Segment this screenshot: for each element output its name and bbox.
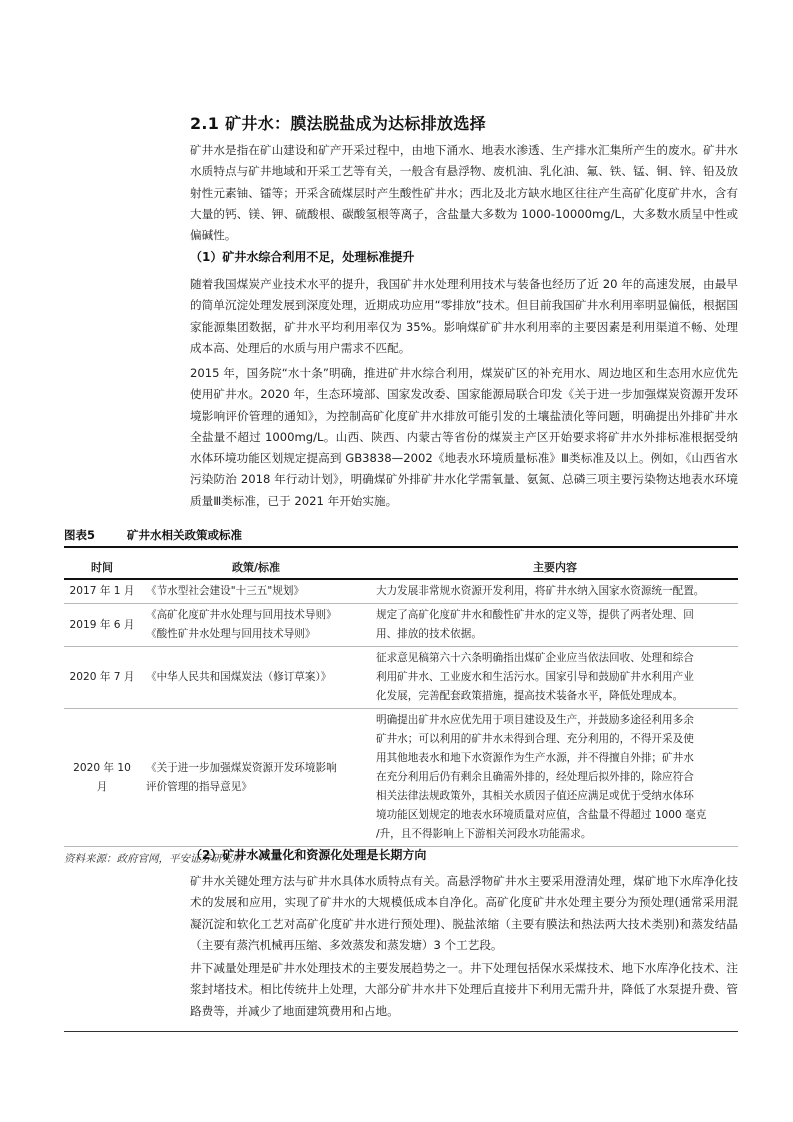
row-content bbox=[372, 579, 738, 604]
policy-line: 《酸性矿井水处理与回用技术导则》 bbox=[146, 628, 316, 640]
policy-line: 评价管理的指导意见》 bbox=[146, 780, 252, 793]
subsection-2-heading: （2）矿井水减量化和资源化处理是长期方向 bbox=[190, 848, 427, 862]
figure-label: 图表5 bbox=[64, 528, 96, 542]
row-policy bbox=[140, 647, 372, 709]
subsection-1-paragraph-1: 随着我国煤炭产业技术水平的提升，我国矿井水处理利用技术与装备也经历了近 20 年的高速发展，由最早的简单沉淀处理发展到深度处理，近期成功应用“零排放”技术。但目前我国矿井水利用率明显偏低，根据国家能源集团数据，矿井水平均利用率仅为 35%。影响煤矿矿井水利用率的主要因素是利用渠道不畅、处理成本高、处理后的水质与用户需求不匹配。 bbox=[190, 277, 738, 355]
policy-table bbox=[64, 556, 738, 847]
row-policy bbox=[140, 604, 372, 647]
figure-top-rule bbox=[64, 546, 738, 548]
table-row bbox=[64, 647, 738, 709]
content-line: 矿井水；可以利用的矿井水未得到合理、充分利用的，不得开采及使 bbox=[376, 733, 694, 745]
policy-line: 《中华人民共和国煤炭法（修订草案）》 bbox=[146, 671, 332, 683]
content-line: 利用矿井水、工业废水和生活污水。国家引导和鼓励矿井水利用产业 bbox=[376, 671, 694, 683]
intro-paragraph: 矿井水是指在矿山建设和矿产开采过程中，由地下涌水、地表水渗透、生产排水汇集所产生的废水。矿井水水质特点与矿井地域和开采工艺等有关，一般含有悬浮物、废机油、乳化油、氟、铁、锰、铜、锌、铅及放射性元素铀、镭等；开采含硫煤层时产生酸性矿井水；西北及北方缺水地区往往产生高矿化度矿井水，含有大量的钙、镁、钾、硫酸根、碳酸氢根等离子，含盐量大多数为 1000-10000mg/L，大多数水质呈中性或偏碱性。 bbox=[190, 143, 738, 243]
content-line: 在充分利用后仍有剩余且确需外排的，经处理后拟外排的，除应符合 bbox=[376, 771, 694, 783]
policy-line: 《节水型社会建设"十三五"规划》 bbox=[146, 585, 305, 597]
figure-header bbox=[64, 527, 738, 543]
source-note: 资料来源：政府官网，平安证券研究所 bbox=[64, 853, 243, 865]
table-row bbox=[64, 604, 738, 647]
figure-caption: 矿井水相关政策或标准 bbox=[127, 528, 243, 542]
content-line: 用其他地表水和地下水资源作为生产水源，并不得擅自外排；矿井水 bbox=[376, 752, 694, 764]
row-policy bbox=[140, 709, 372, 847]
row-content bbox=[372, 604, 738, 647]
row-time: 2019 年 6 月 bbox=[64, 604, 140, 647]
row-policy bbox=[140, 579, 372, 604]
content-line: /升，且不得影响上下游相关河段水功能需求。 bbox=[376, 828, 592, 840]
content-line: 化发展，完善配套政策措施，提高技术装备水平，降低处理成本。 bbox=[376, 690, 684, 702]
content-line: 征求意见稿第六十六条明确指出煤矿企业应当依法回收、处理和综合 bbox=[376, 652, 694, 664]
subsection-2-paragraph-2: 井下减量处理是矿井水处理技术的主要发展趋势之一。井下处理包括保水采煤技术、地下水库净化技术、注浆封堵技术。相比传统井上处理，大部分矿井水井下处理后直接井下利用无需升井，降低了水泵提升费、管路费等，并减少了地面建筑费用和占地。 bbox=[190, 961, 738, 1018]
subsection-1-heading: （1）矿井水综合利用不足，处理标准提升 bbox=[190, 250, 415, 264]
column-header-time: 时间 bbox=[64, 556, 140, 579]
content-line: 大力发展非常规水资源开发利用，将矿井水纳入国家水资源统一配置。 bbox=[376, 585, 705, 597]
content-line: 相关法律法规政策外，其相关水质因子值还应满足或优于受纳水体环 bbox=[376, 790, 694, 802]
column-header-policy: 政策/标准 bbox=[140, 556, 372, 579]
subsection-1-paragraph-2: 2015 年，国务院“水十条”明确，推进矿井水综合利用，煤炭矿区的补充用水、周边地区和生态用水应优先使用矿井水。2020 年，生态环境部、国家发改委、国家能源局联合印发《关于进一步加强煤炭资源开发环境影响评价管理的通知》，为控制高矿化度矿井水排放可能引发的土壤盐渍化等问题，明确提出外排矿井水全盐量不超过 1000mg/L。山西、陕西、内蒙古等省份的煤炭主产区开始要求将矿井水外排标准根据受纳水体环境功能区划规定提高到 GB3838—2002《地表水环境质量标准》Ⅲ类标准及以上。例如，《山西省水污染防治 2018 年行动计划》，明确煤矿外排矿井水化学需氧量、氨氮、总磷三项主要污染物达地表水环境质量Ⅲ类标准，已于 2021 年开始实施。 bbox=[190, 366, 738, 508]
row-content bbox=[372, 709, 738, 847]
row-time: 2020 年 7 月 bbox=[64, 647, 140, 709]
table-row bbox=[64, 579, 738, 604]
table-header-row bbox=[64, 556, 738, 579]
policy-line: 《关于进一步加强煤炭资源开发环境影响 bbox=[146, 761, 337, 774]
content-line: 用、排放的技术依据。 bbox=[376, 628, 482, 640]
policy-line: 《高矿化度矿井水处理与回用技术导则》 bbox=[146, 609, 337, 621]
section-title: 2.1 矿井水：膜法脱盐成为达标排放选择 bbox=[190, 114, 486, 133]
footer-rule bbox=[64, 1031, 738, 1032]
column-header-content: 主要内容 bbox=[372, 556, 738, 579]
content-line: 规定了高矿化度矿井水和酸性矿井水的定义等，提供了两者处理、回 bbox=[376, 609, 694, 621]
content-line: 境功能区划规定的地表水环境质量对应值，含盐量不得超过 1000 毫克 bbox=[376, 809, 707, 821]
table-row bbox=[64, 709, 738, 847]
subsection-2-paragraph-1: 矿井水关键处理方法与矿井水具体水质特点有关。高悬浮物矿井水主要采用澄清处理，煤矿地下水库净化技术的发展和应用，实现了矿井水的大规模低成本自净化。高矿化度矿井水处理主要分为预处理(通常采用混凝沉淀和软化工艺对高矿化度矿井水进行预处理)、脱盐浓缩（主要有膜法和热法两大技术类别)和蒸发结晶（主要有蒸汽机械再压缩、多效蒸发和蒸发塘）3 个工艺段。 bbox=[190, 874, 738, 952]
row-content bbox=[372, 647, 738, 709]
row-time: 2020 年 10 月 bbox=[64, 709, 140, 847]
content-line: 明确提出矿井水应优先用于项目建设及生产，并鼓励多途径利用多余 bbox=[376, 714, 694, 726]
row-time: 2017 年 1 月 bbox=[64, 579, 140, 604]
